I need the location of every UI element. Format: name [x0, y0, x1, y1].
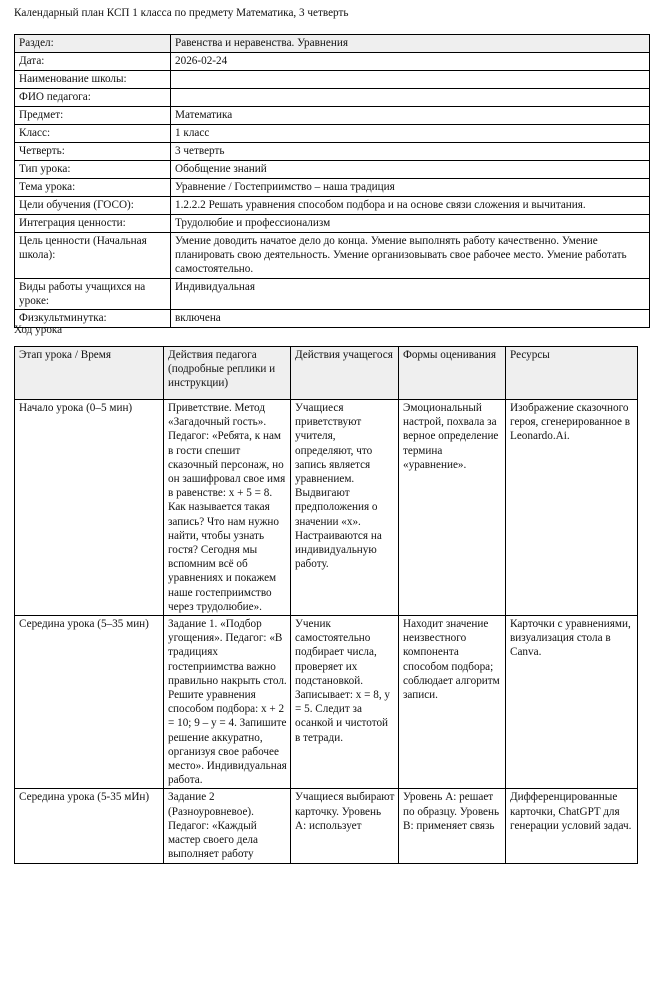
column-header: Этап урока / Время — [15, 347, 164, 400]
table-row — [15, 179, 650, 197]
table-row — [15, 197, 650, 215]
teacher-actions-cell: Задание 2 (Разноуровневое). Педагог: «Каждый мастер своего дела выполняет работу — [164, 789, 291, 863]
table-row — [15, 215, 650, 233]
lesson-stage-cell: Середина урока (5-35 мИн) — [15, 789, 164, 863]
student-actions-cell: Учащиеся приветствуют учителя, определяют, что запись является уравнением. Выдвигают предположения о значении «х». Настраиваются на индивидуальную работу. — [291, 400, 399, 616]
info-row-value: 2026-02-24 — [171, 53, 650, 71]
info-row-value: Обобщение знаний — [171, 161, 650, 179]
info-row-label: Наименование школы: — [15, 71, 171, 89]
teacher-actions-cell: Задание 1. «Подбор угощения». Педагог: «В традициях гостеприимства важно правильно накрыть стол. Решите уравнения способом подбора: х + 2 = 10; 9 – у = 4. Запишите решение аккуратно, организуя свое рабочее место». Индивидуальная работа. — [164, 616, 291, 789]
info-row-value: Уравнение / Гостеприимство – наша традиция — [171, 179, 650, 197]
info-row-label: Четверть: — [15, 143, 171, 161]
info-row-value: включена — [171, 310, 650, 328]
column-header: Ресурсы — [506, 347, 638, 400]
info-row-label: Дата: — [15, 53, 171, 71]
table-row — [15, 71, 650, 89]
lesson-flow-table-head — [15, 347, 638, 400]
page-title: Календарный план КСП 1 класса по предмету Математика, 3 четверть — [14, 7, 349, 19]
table-row — [15, 125, 650, 143]
column-header: Действия педагога (подробные реплики и инструкции) — [164, 347, 291, 400]
assessment-forms-cell: Находит значение неизвестного компонента способом подбора; соблюдает алгоритм записи. — [399, 616, 506, 789]
info-row-label: Раздел: — [15, 35, 171, 53]
info-row-value: 1.2.2.2 Решать уравнения способом подбора и на основе связи сложения и вычитания. — [171, 197, 650, 215]
table-row — [15, 53, 650, 71]
resources-cell: Карточки с уравнениями, визуализация стола в Canva. — [506, 616, 638, 789]
table-row — [15, 107, 650, 125]
table-row — [15, 143, 650, 161]
table-row — [15, 233, 650, 279]
info-row-value — [171, 71, 650, 89]
info-row-label: ФИО педагога: — [15, 89, 171, 107]
student-actions-cell: Учащиеся выбирают карточку. Уровень А: использует — [291, 789, 399, 863]
info-row-label: Виды работы учащихся на уроке: — [15, 278, 171, 309]
lesson-info-table-body — [15, 35, 650, 328]
table-row — [15, 161, 650, 179]
resources-cell: Дифференцированные карточки, ChatGPT для генерации условий задач. — [506, 789, 638, 863]
info-row-value: Равенства и неравенства. Уравнения — [171, 35, 650, 53]
lesson-flow-table — [14, 346, 638, 864]
info-row-label: Тема урока: — [15, 179, 171, 197]
assessment-forms-cell: Уровень А: решает по образцу. Уровень В: применяет связь — [399, 789, 506, 863]
table-row — [15, 789, 638, 863]
info-row-value: Трудолюбие и профессионализм — [171, 215, 650, 233]
teacher-actions-cell: Приветствие. Метод «Загадочный гость». Педагог: «Ребята, к нам в гости спешит сказочный персонаж, но он зашифровал свое имя в равенстве: х + 5 = 8. Как называется такая запись? Что нам нужно найти, чтобы узнать гостя? Сегодня мы вспомним всё об уравнениях и покажем наше гостеприимство через трудолюбие». — [164, 400, 291, 616]
info-row-label: Класс: — [15, 125, 171, 143]
info-row-label: Цель ценности (Начальная школа): — [15, 233, 171, 279]
lesson-info-table — [14, 34, 650, 328]
section-caption-lesson-flow: Ход урока — [14, 324, 63, 336]
column-header: Действия учащегося — [291, 347, 399, 400]
table-row — [15, 616, 638, 789]
info-row-label: Интеграция ценности: — [15, 215, 171, 233]
info-row-label: Тип урока: — [15, 161, 171, 179]
resources-cell: Изображение сказочного героя, сгенерированное в Leonardo.Ai. — [506, 400, 638, 616]
student-actions-cell: Ученик самостоятельно подбирает числа, проверяет их подстановкой. Записывает: х = 8, у = 5. Следит за осанкой и чистотой в тетради. — [291, 616, 399, 789]
info-row-value: 3 четверть — [171, 143, 650, 161]
table-row — [15, 89, 650, 107]
table-row — [15, 35, 650, 53]
lesson-stage-cell: Середина урока (5–35 мин) — [15, 616, 164, 789]
info-row-value: Индивидуальная — [171, 278, 650, 309]
column-header: Формы оценивания — [399, 347, 506, 400]
info-row-value: 1 класс — [171, 125, 650, 143]
table-row — [15, 278, 650, 309]
table-header-row — [15, 347, 638, 400]
info-row-value — [171, 89, 650, 107]
table-row — [15, 400, 638, 616]
lesson-flow-table-body — [15, 400, 638, 864]
info-row-value: Умение доводить начатое дело до конца. Умение выполнять работу качественно. Умение планировать свою деятельность. Умение организовывать свое рабочее место. Умение работать самостоятельно. — [171, 233, 650, 279]
info-row-label: Предмет: — [15, 107, 171, 125]
info-row-value: Математика — [171, 107, 650, 125]
table-row — [15, 310, 650, 328]
lesson-stage-cell: Начало урока (0–5 мин) — [15, 400, 164, 616]
info-row-label: Физкультминутка: — [15, 310, 171, 328]
assessment-forms-cell: Эмоциональный настрой, похвала за верное определение термина «уравнение». — [399, 400, 506, 616]
info-row-label: Цели обучения (ГОСО): — [15, 197, 171, 215]
